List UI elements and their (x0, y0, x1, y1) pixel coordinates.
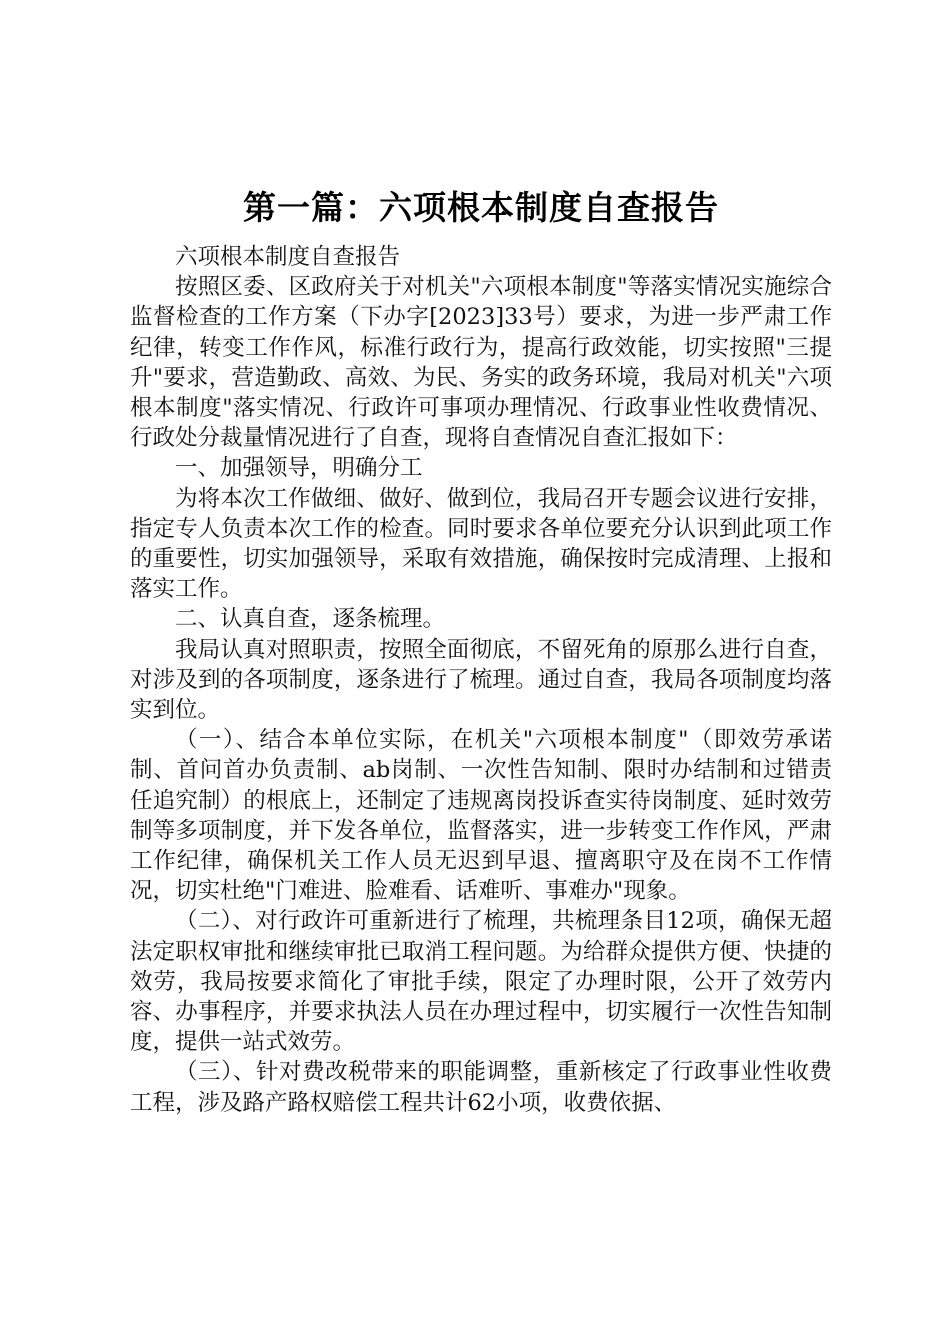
document-title: 第一篇：六项根本制度自查报告 (243, 188, 719, 227)
item-2-paragraph: （二）、对行政许可重新进行了梳理，共梳理条目12项，确保无超法定职权审批和继续审批已取消工程问题。为给群众提供方便、快捷的效劳，我局按要求简化了审批手续，限定了办理时限，公开了效劳内容、办事程序，并要求执法人员在办理过程中，切实履行一次性告知制度，提供一站式效劳。 (130, 908, 832, 1056)
section-1-paragraph: 为将本次工作做细、做好、做到位，我局召开专题会议进行安排，指定专人负责本次工作的检查。同时要求各单位要充分认识到此项工作的重要性，切实加强领导，采取有效措施，确保按时完成清理、上报和落实工作。 (130, 485, 832, 603)
section-heading-2: 二、认真自查，逐条梳理。 (175, 606, 446, 633)
section-heading-1: 一、加强领导，明确分工 (175, 455, 423, 482)
document-page (130, 182, 832, 1118)
subtitle-paragraph: 六项根本制度自查报告 (175, 244, 401, 270)
intro-paragraph: 按照区委、区政府关于对机关"六项根本制度"等落实情况实施综合监督检查的工作方案（下办字[2023]33号）要求，为进一步严肃工作纪律，转变工作作风，标准行政行为，提高行政效能，切实按照"三提升"要求，营造勤政、高效、为民、务实的政务环境，我局对机关"六项根本制度"落实情况、行政许可事项办理情况、行政事业性收费情况、行政处分裁量情况进行了自查，现将自查情况自查汇报如下： (130, 274, 832, 452)
item-3-paragraph: （三）、针对费改税带来的职能调整，重新核定了行政事业性收费工程，涉及路产路权赔偿工程共计62小项，收费依据、 (130, 1059, 832, 1116)
section-2-paragraph: 我局认真对照职责，按照全面彻底，不留死角的原那么进行自查，对涉及到的各项制度，逐条进行了梳理。通过自查，我局各项制度均落实到位。 (130, 636, 832, 724)
item-1-paragraph: （一）、结合本单位实际，在机关"六项根本制度"（即效劳承诺制、首问首办负责制、ab岗制、一次性告知制、限时办结制和过错责任追究制）的根底上，还制定了违规离岗投诉查实待岗制度、延时效劳制等多项制度，并下发各单位，监督落实，进一步转变工作作风，严肃工作纪律，确保机关工作人员无迟到早退、擅离职守及在岗不工作情况，切实杜绝"门难进、脸难看、话难听、事难办"现象。 (130, 727, 832, 905)
